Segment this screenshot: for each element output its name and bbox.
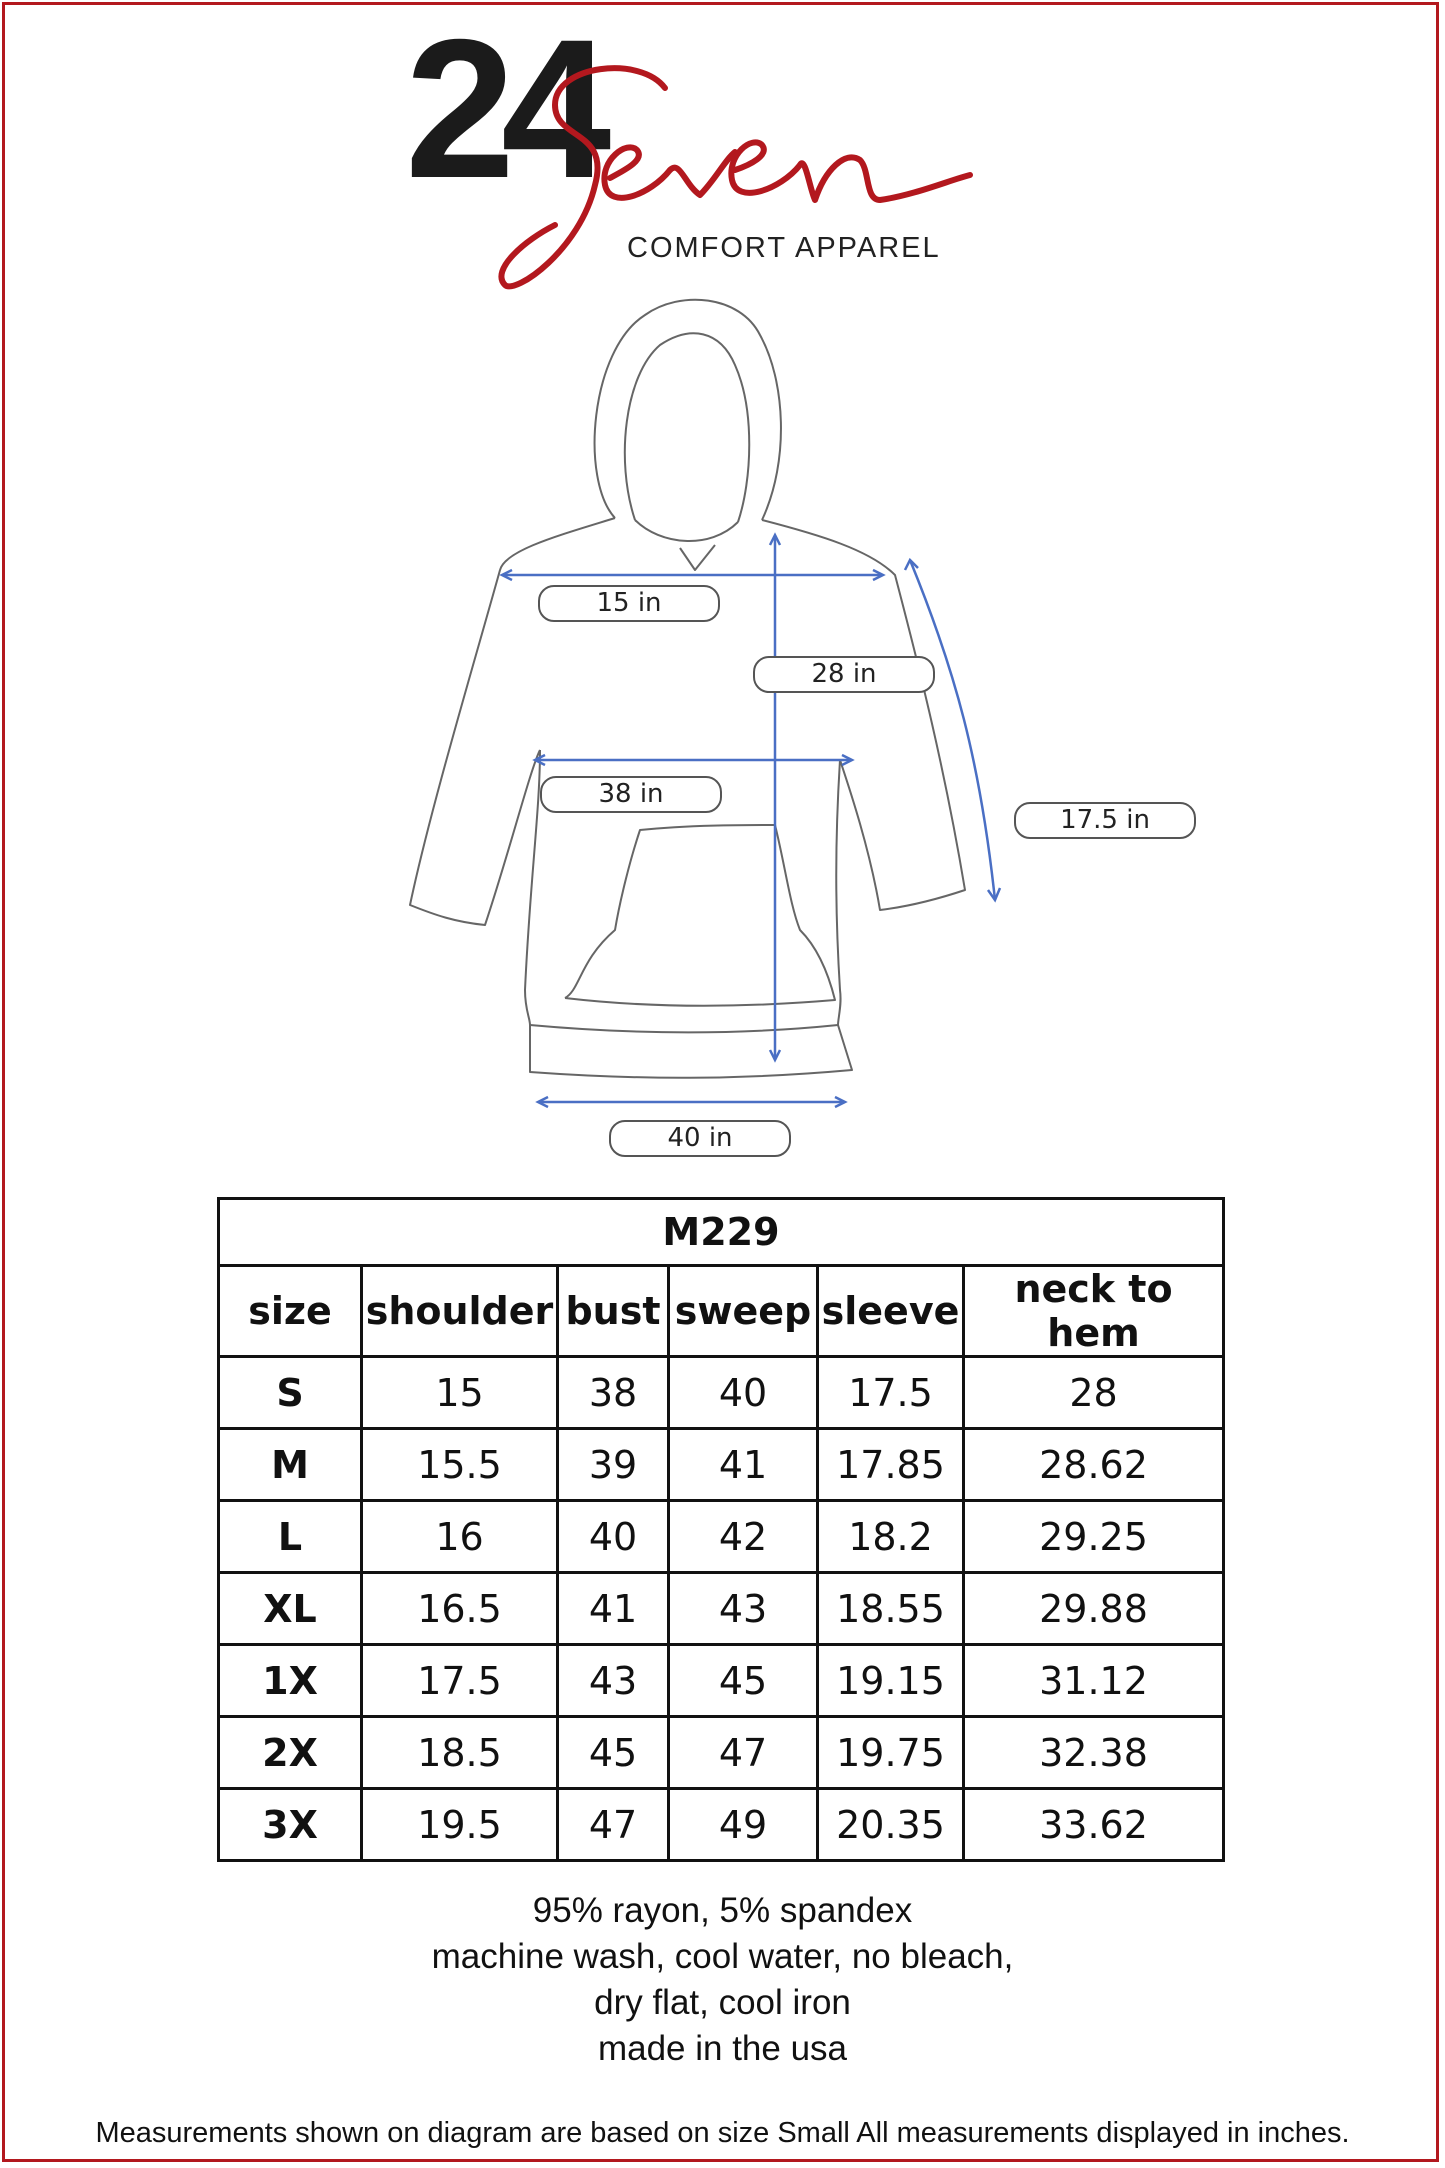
size-cell: M <box>219 1429 362 1501</box>
table-cell: 41 <box>558 1573 669 1645</box>
table-row <box>219 1573 1224 1645</box>
table-cell: 45 <box>669 1645 818 1717</box>
table-cell: 19.15 <box>818 1645 964 1717</box>
table-cell: 18.55 <box>818 1573 964 1645</box>
logo-script-seven <box>405 0 1085 310</box>
table-cell: 17.5 <box>818 1357 964 1429</box>
table-row <box>219 1789 1224 1861</box>
column-header: sleeve <box>818 1266 964 1357</box>
table-cell: 28 <box>964 1357 1224 1429</box>
table-cell: 43 <box>558 1645 669 1717</box>
size-cell: 1X <box>219 1645 362 1717</box>
table-cell: 18.5 <box>362 1717 558 1789</box>
column-header: bust <box>558 1266 669 1357</box>
logo-number: 24 <box>405 0 598 219</box>
size-chart-table <box>217 1197 1225 1862</box>
table-cell: 18.2 <box>818 1501 964 1573</box>
table-row <box>219 1645 1224 1717</box>
sweep-measure-label: 40 in <box>609 1120 791 1157</box>
size-cell: S <box>219 1357 362 1429</box>
table-cell: 40 <box>669 1357 818 1429</box>
column-header: shoulder <box>362 1266 558 1357</box>
table-cell: 19.5 <box>362 1789 558 1861</box>
table-cell: 47 <box>558 1789 669 1861</box>
style-number-title: M229 <box>219 1199 1224 1266</box>
origin-text: made in the usa <box>597 2029 848 2068</box>
sleeve-measure-label: 17.5 in <box>1014 802 1196 839</box>
table-cell: 29.25 <box>964 1501 1224 1573</box>
table-cell: 31.12 <box>964 1645 1224 1717</box>
table-cell: 20.35 <box>818 1789 964 1861</box>
table-cell: 47 <box>669 1717 818 1789</box>
table-cell: 17.85 <box>818 1429 964 1501</box>
table-row <box>219 1717 1224 1789</box>
table-row <box>219 1501 1224 1573</box>
size-cell: 2X <box>219 1717 362 1789</box>
table-header-row <box>219 1266 1224 1357</box>
table-cell: 15 <box>362 1357 558 1429</box>
table-cell: 38 <box>558 1357 669 1429</box>
bust-measure-label: 38 in <box>540 776 722 813</box>
table-cell: 17.5 <box>362 1645 558 1717</box>
measurement-footnote: Measurements shown on diagram are based on size Small All measurements displayed in inches. <box>95 2117 1350 2149</box>
shoulder-measure-label: 15 in <box>538 585 720 622</box>
column-header: size <box>219 1266 362 1357</box>
table-row <box>219 1429 1224 1501</box>
table-cell: 28.62 <box>964 1429 1224 1501</box>
column-header: sweep <box>669 1266 818 1357</box>
table-cell: 41 <box>669 1429 818 1501</box>
table-cell: 39 <box>558 1429 669 1501</box>
size-cell: L <box>219 1501 362 1573</box>
table-cell: 29.88 <box>964 1573 1224 1645</box>
care-instructions <box>0 1888 1445 2072</box>
fabric-content: 95% rayon, 5% spandex <box>532 1891 913 1930</box>
table-cell: 15.5 <box>362 1429 558 1501</box>
neck-to-hem-measure-label: 28 in <box>753 656 935 693</box>
column-header: neck to hem <box>964 1266 1224 1357</box>
hoodie-outline <box>390 290 1250 1170</box>
brand-logo <box>405 0 1085 310</box>
table-cell: 43 <box>669 1573 818 1645</box>
table-cell: 32.38 <box>964 1717 1224 1789</box>
table-cell: 16.5 <box>362 1573 558 1645</box>
logo-tagline: COMFORT APPAREL <box>627 232 941 264</box>
table-cell: 49 <box>669 1789 818 1861</box>
table-cell: 40 <box>558 1501 669 1573</box>
size-cell: 3X <box>219 1789 362 1861</box>
table-cell: 33.62 <box>964 1789 1224 1861</box>
size-cell: XL <box>219 1573 362 1645</box>
table-cell: 42 <box>669 1501 818 1573</box>
wash-instructions: machine wash, cool water, no bleach, <box>431 1937 1014 1976</box>
table-row <box>219 1357 1224 1429</box>
table-cell: 45 <box>558 1717 669 1789</box>
dry-instructions: dry flat, cool iron <box>594 1983 851 2022</box>
table-cell: 16 <box>362 1501 558 1573</box>
table-cell: 19.75 <box>818 1717 964 1789</box>
garment-diagram <box>390 290 1250 1170</box>
